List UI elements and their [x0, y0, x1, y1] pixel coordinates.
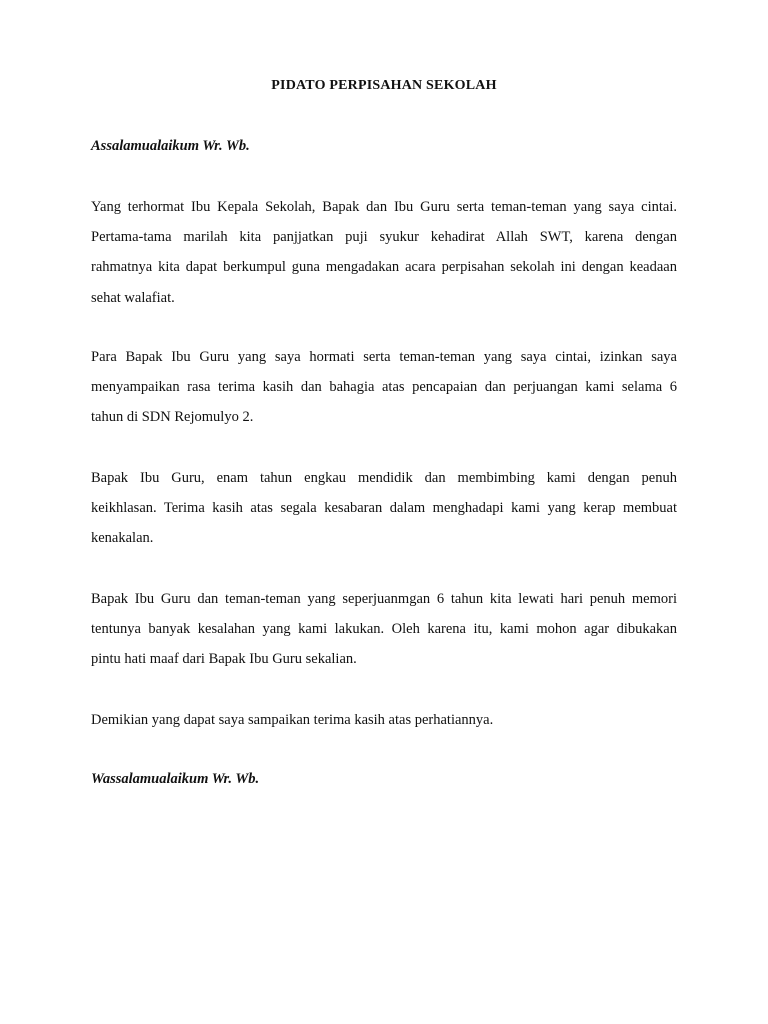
opening-greeting: Assalamualaikum Wr. Wb.: [91, 138, 250, 154]
paragraph-line: sehat walafiat.: [91, 289, 175, 306]
paragraph-line: Yang terhormat Ibu Kepala Sekolah, Bapak dan Ibu Guru serta teman-teman yang saya cintai.: [91, 199, 677, 215]
paragraph-line: kenakalan.: [91, 530, 154, 547]
paragraph-line: tentunya banyak kesalahan yang kami lakukan. Oleh karena itu, kami mohon agar dibukakan: [91, 621, 677, 638]
paragraph-line: tahun di SDN Rejomulyo 2.: [91, 409, 254, 426]
paragraph-line: Para Bapak Ibu Guru yang saya hormati serta teman-teman yang saya cintai, izinkan saya: [91, 349, 677, 365]
paragraph-line: keikhlasan. Terima kasih atas segala kesabaran dalam menghadapi kami yang kerap membuat: [91, 500, 677, 517]
paragraph-line: pintu hati maaf dari Bapak Ibu Guru sekalian.: [91, 651, 357, 668]
paragraph-line: menyampaikan rasa terima kasih dan bahagia atas pencapaian dan perjuangan kami selama 6: [91, 379, 677, 396]
paragraph-teachers: [91, 463, 677, 554]
paragraph-line: Bapak Ibu Guru, enam tahun engkau mendidik dan membimbing kami dengan penuh: [91, 470, 677, 486]
document-title: PIDATO PERPISAHAN SEKOLAH: [271, 78, 497, 93]
closing-greeting: Wassalamualaikum Wr. Wb.: [91, 771, 260, 787]
paragraph-line: Demikian yang dapat saya sampaikan terima kasih atas perhatiannya.: [91, 712, 494, 728]
paragraph-apology: [91, 584, 677, 675]
paragraph-line: Bapak Ibu Guru dan teman-teman yang seperjuanmgan 6 tahun kita lewati hari penuh memori: [91, 591, 677, 607]
paragraph-closing-remark: [91, 705, 677, 735]
paragraph-line: Pertama-tama marilah kita panjjatkan puji syukur kehadirat Allah SWT, karena dengan: [91, 229, 677, 246]
paragraph-gratitude: [91, 342, 677, 433]
paragraph-opening: [91, 192, 677, 313]
paragraph-line: rahmatnya kita dapat berkumpul guna mengadakan acara perpisahan sekolah ini dengan keadaan: [91, 259, 677, 276]
